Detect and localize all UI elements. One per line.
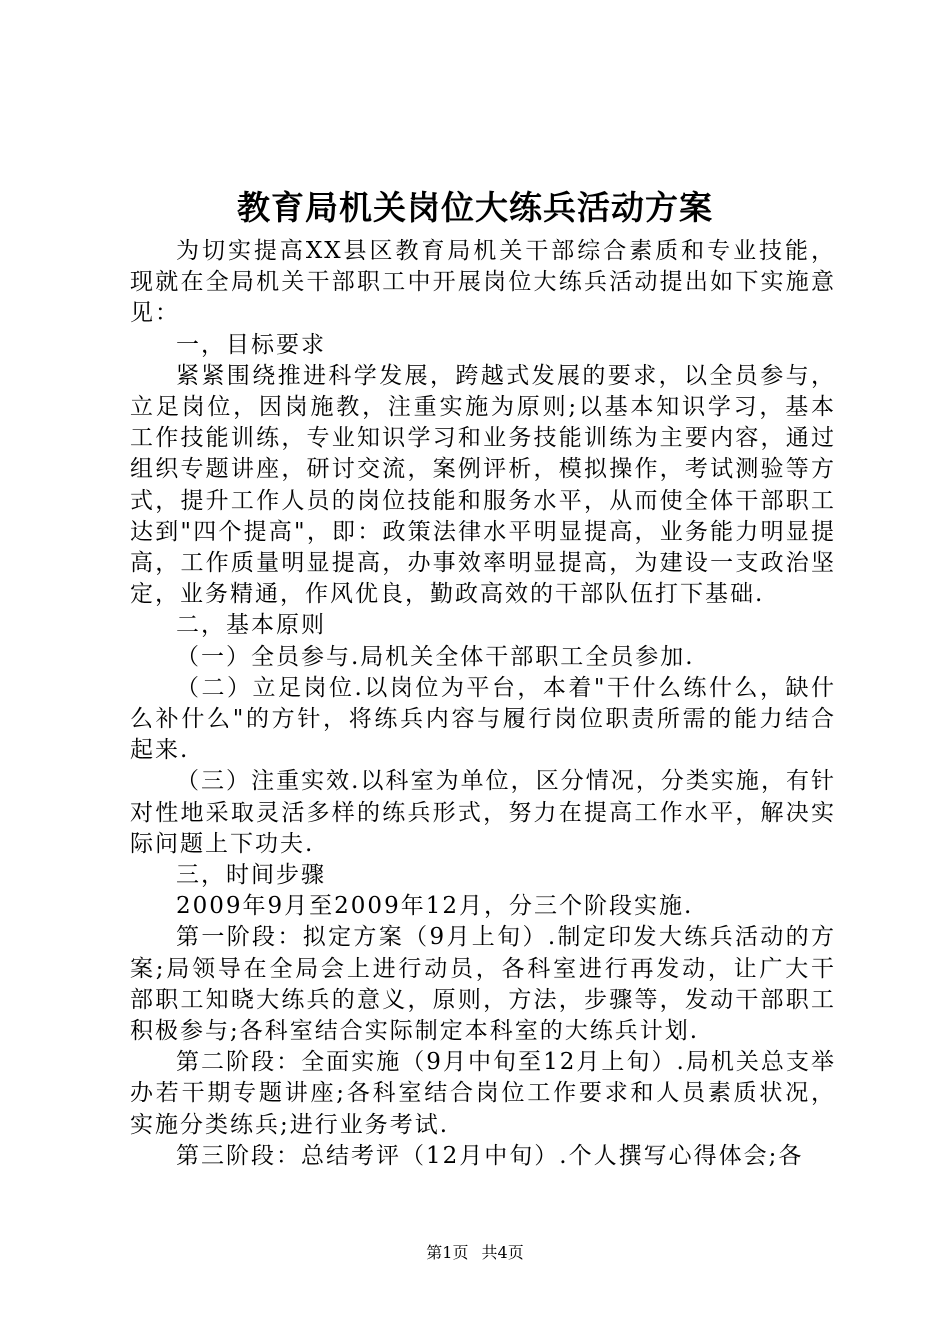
paragraph-goals: 紧紧围绕推进科学发展，跨越式发展的要求，以全员参与，立足岗位，因岗施教，注重实施为原则;以基本知识学习，基本工作技能训练，专业知识学习和业务技能训练为主要内容，通过组织专题讲座，研讨交流，案例评析，模拟操作，考试测验等方式，提升工作人员的岗位技能和服务水平，从而使全体干部职工达到"四个提高"，即：政策法律水平明显提高，业务能力明显提高，工作质量明显提高，办事效率明显提高，为建设一支政治坚定，业务精通，作风优良，勤政高效的干部队伍打下基础. [130,362,836,608]
section-heading-principles: 二，基本原则 [176,612,326,639]
paragraph-principle-2: （二）立足岗位.以岗位为平台，本着"干什么练什么，缺什么补什么"的方针，将练兵内容与履行岗位职责所需的能力结合起来. [130,674,836,764]
paragraph-stage-2: 第二阶段：全面实施（9月中旬至12月上旬）.局机关总支举办若干期专题讲座;各科室结合岗位工作要求和人员素质状况，实施分类练兵;进行业务考试. [130,1049,836,1138]
paragraph-stage-3: 第三阶段：总结考评（12月中旬）.个人撰写心得体会;各 [176,1142,804,1169]
paragraph-principle-3: （三）注重实效.以科室为单位，区分情况，分类实施，有针对性地采取灵活多样的练兵形式，努力在提高工作水平，解决实际问题上下功夫. [130,768,836,857]
paragraph-principle-1: （一）全员参与.局机关全体干部职工全员参加. [176,643,695,670]
paragraph-intro: 为切实提高XX县区教育局机关干部综合素质和专业技能，现就在全局机关干部职工中开展岗位大练兵活动提出如下实施意见： [130,238,836,327]
paragraph-stage-1: 第一阶段：拟定方案（9月上旬）.制定印发大练兵活动的方案;局领导在全局会上进行动员，各科室进行再发动，让广大干部职工知晓大练兵的意义，原则，方法，步骤等，发动干部职工积极参与;各科室结合实际制定本科室的大练兵计划. [130,924,836,1045]
page-number-current: 第1页 [426,1243,469,1262]
page-footer [0,1242,950,1264]
document-body [130,236,836,1172]
section-heading-schedule: 三，时间步骤 [176,862,326,889]
document-title: 教育局机关岗位大练兵活动方案 [237,188,713,227]
paragraph-schedule-overview: 2009年9月至2009年12月，分三个阶段实施. [176,893,694,920]
page-number-total: 共4页 [481,1243,524,1262]
section-heading-goals: 一，目标要求 [176,331,326,358]
